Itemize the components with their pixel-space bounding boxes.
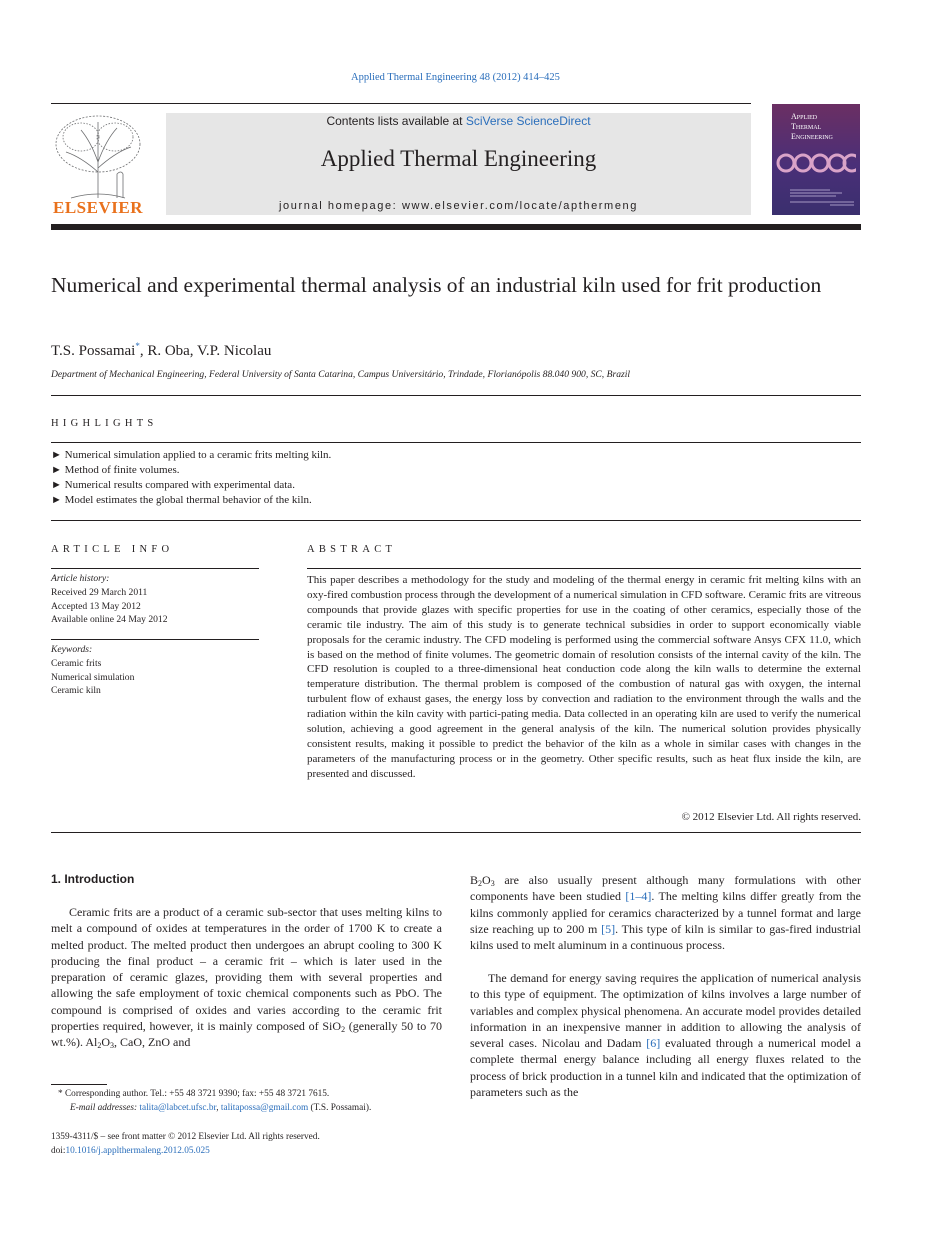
text-run: (generally 50 to 70 wt.%). Al <box>51 1019 442 1050</box>
issn-line: 1359-4311/$ – see front matter © 2012 Elsevier Ltd. All rights reserved. <box>51 1132 320 1142</box>
subscript: 2 <box>478 879 483 888</box>
subscript: 3 <box>490 879 495 888</box>
cover-title-line: Applied <box>791 112 818 121</box>
introduction-paragraph <box>51 904 442 1051</box>
email-owner: (T.S. Possamai). <box>308 1103 372 1113</box>
journal-cover-thumbnail[interactable] <box>772 104 860 215</box>
journal-title: Applied Thermal Engineering <box>320 146 597 171</box>
section-heading-introduction: 1. Introduction <box>51 872 135 886</box>
history-item: Accepted 13 May 2012 <box>51 600 141 612</box>
author-list <box>51 341 271 360</box>
text-run: O <box>482 873 491 887</box>
contents-prefix: Contents lists available at <box>326 114 466 128</box>
email-label: E-mail addresses: <box>70 1103 140 1113</box>
email-link[interactable]: talitapossa@gmail.com <box>220 1103 309 1113</box>
highlights-list <box>51 448 751 508</box>
highlights-top-rule <box>51 395 861 396</box>
journal-banner <box>166 113 751 215</box>
keyword-item: Ceramic frits <box>51 658 102 669</box>
sciencedirect-link[interactable]: SciVerse ScienceDirect <box>465 114 591 128</box>
journal-reference-link[interactable]: Applied Thermal Engineering 48 (2012) 414–425 <box>351 72 560 83</box>
elsevier-tree-logo-icon <box>51 112 145 200</box>
paper-title: Numerical and experimental thermal analysis of an industrial kiln used for frit production <box>51 273 822 297</box>
text-run: Ceramic frits are a product of a ceramic sub-sector that uses melting kilns to melt a compound of oxides at temperatures in the order of 1700 K to create a melted product. The melted product then undergoes an abrupt cooling to 300 K producing the final product – a ceramic frit – which is later used in the preparation of ceramic glazes, providing them with several properties and allowing the safe employment of toxic chemical components such as PbO. The compound is comprised of oxides and varies according to the ceramic frit properties required, however, it is mainly composed of SiO <box>51 905 442 1034</box>
citation-link[interactable]: [1–4] <box>625 889 652 904</box>
highlight-item: ► Numerical simulation applied to a ceramic frits melting kiln. <box>51 449 332 461</box>
abstract-text: This paper describes a methodology for the study and modeling of the thermal energy in ceramic frit melting kilns with an oxy-fired combustion process through the development of a numerical simulation in CFD software. Ceramic frits are vitreous compounds that provide glazes with specific properties for use in the coating of other ceramics, especially those of the ceramic tile industry. The aim of this study is to generate technical subsidies in order to support economically viable proposals for the ceramic industry. The CFD modeling is performed using the commercial software Ansys CFX 11.0, which is based on the method of finite volumes. The geometric domain of resolution consists of the internal cavity of the kiln. The CFD resolution is coupled to a three-dimensional heat conduction code along the kiln walls to determine the external temperature distribution. The thermal problem is composed of the combustion of natural gas with oxygen, the internal turbulent flow of exhaust gases, the energy loss by convection and radiation to the environment through the walls and the radiation within the kiln cavity with partici-pating media. Data collected in an operating kiln are used to verify the numerical solution, achieving a good agreement in the general analysis of the kiln. The numerical solution provides physically consistent results, making it possible to predict the behavior of the kiln as a whole in similar cases with changes in the parameters of the manufacturing process or in the geometry. Other specific results, such as heat flux inside the kiln, are presented and discussed. <box>307 574 861 780</box>
article-history-label: Article history: <box>51 573 110 584</box>
footnote-rule <box>51 1084 107 1085</box>
subscript: 3 <box>110 1041 115 1051</box>
subscript: 2 <box>341 1025 346 1035</box>
introduction-paragraph-continued <box>470 872 861 953</box>
text-run: are also usually present although many formulations with other components have been studied <box>470 873 861 904</box>
text-run: . The melting kilns differ greatly from the kilns commonly applied for ceramics characterized by a tunnel format and large size reaching up to 200 m <box>470 889 861 936</box>
keywords-list <box>51 657 134 698</box>
keywords-label: Keywords: <box>51 644 93 655</box>
cover-title-line: Engineering <box>791 132 833 141</box>
author-name[interactable]: T.S. Possamai <box>51 343 136 359</box>
text-run: . This type of kiln is similar to gas-fired industrial kilns used to melt aluminum in a continuous process. <box>470 921 861 953</box>
abstract-heading: ABSTRACT <box>307 544 397 555</box>
article-info-heading: ARTICLE INFO <box>51 544 174 555</box>
citation-link[interactable]: [6] <box>646 1036 661 1051</box>
email-footnote <box>70 1103 371 1113</box>
corresponding-author-marker[interactable]: * <box>135 341 140 351</box>
text-run: B <box>470 873 479 887</box>
history-item: Available online 24 May 2012 <box>51 614 168 625</box>
article-history-list <box>51 586 168 627</box>
author-names: , R. Oba, V.P. Nicolau <box>139 343 272 359</box>
history-item: Received 29 March 2011 <box>51 587 148 598</box>
separator: , <box>216 1103 221 1113</box>
text-run: O <box>101 1035 111 1050</box>
cover-title <box>791 112 857 142</box>
cover-rings-graphic-icon <box>776 150 856 176</box>
cover-fine-print-icon <box>790 188 854 206</box>
doi-label: doi: <box>51 1146 66 1156</box>
email-link[interactable]: talita@labcet.ufsc.br <box>139 1103 217 1113</box>
copyright-line: © 2012 Elsevier Ltd. All rights reserved. <box>681 811 861 823</box>
article-info-rule <box>51 568 259 569</box>
journal-homepage-link[interactable]: journal homepage: www.elsevier.com/locate/apthermeng <box>279 200 638 212</box>
header-heavy-rule <box>51 224 861 230</box>
highlights-mid-rule <box>51 442 861 443</box>
highlights-bottom-rule <box>51 520 861 521</box>
header-rule <box>51 103 751 104</box>
abstract-bottom-rule <box>51 832 861 833</box>
cover-title-line: Thermal <box>791 122 822 131</box>
text-run: The demand for energy saving requires the application of numerical analysis to this type of equipment. The optimization of kilns involves a large number of variables and complex physical phenomena. An accurate model provides detailed information in an inexpensive manner in addition to allowing the analysis of several cases. Nicolau and Dadam <box>470 971 861 1051</box>
keyword-item: Ceramic kiln <box>51 685 101 696</box>
corresponding-author-footnote: * Corresponding author. Tel.: +55 48 3721 9390; fax: +55 48 3721 7615. <box>58 1089 330 1099</box>
subscript: 2 <box>97 1041 102 1051</box>
contents-availability-line <box>166 114 751 128</box>
affiliation: Department of Mechanical Engineering, Federal University of Santa Catarina, Campus Universitário, Trindade, Florianópolis 88.040 900, SC, Brazil <box>51 369 631 380</box>
keywords-rule <box>51 639 259 640</box>
doi-line <box>51 1146 210 1156</box>
highlight-item: ► Method of finite volumes. <box>51 464 180 476</box>
text-run: , CaO, ZnO and <box>114 1035 191 1050</box>
abstract-rule <box>307 568 861 569</box>
doi-link[interactable]: 10.1016/j.applthermaleng.2012.05.025 <box>65 1146 210 1156</box>
introduction-paragraph <box>470 970 861 1100</box>
elsevier-wordmark: ELSEVIER <box>53 198 143 217</box>
text-run: evaluated through a numerical model a complete thermal energy balance including all energy fluxes related to the process of brick production in a tunnel kiln and indicated that the optimization of parameters such as the <box>470 1036 861 1100</box>
highlight-item: ► Numerical results compared with experimental data. <box>51 479 295 491</box>
highlight-item: ► Model estimates the global thermal behavior of the kiln. <box>51 494 312 506</box>
keyword-item: Numerical simulation <box>51 671 135 683</box>
highlights-heading: HIGHLIGHTS <box>51 418 158 429</box>
citation-link[interactable]: [5] <box>601 921 616 936</box>
